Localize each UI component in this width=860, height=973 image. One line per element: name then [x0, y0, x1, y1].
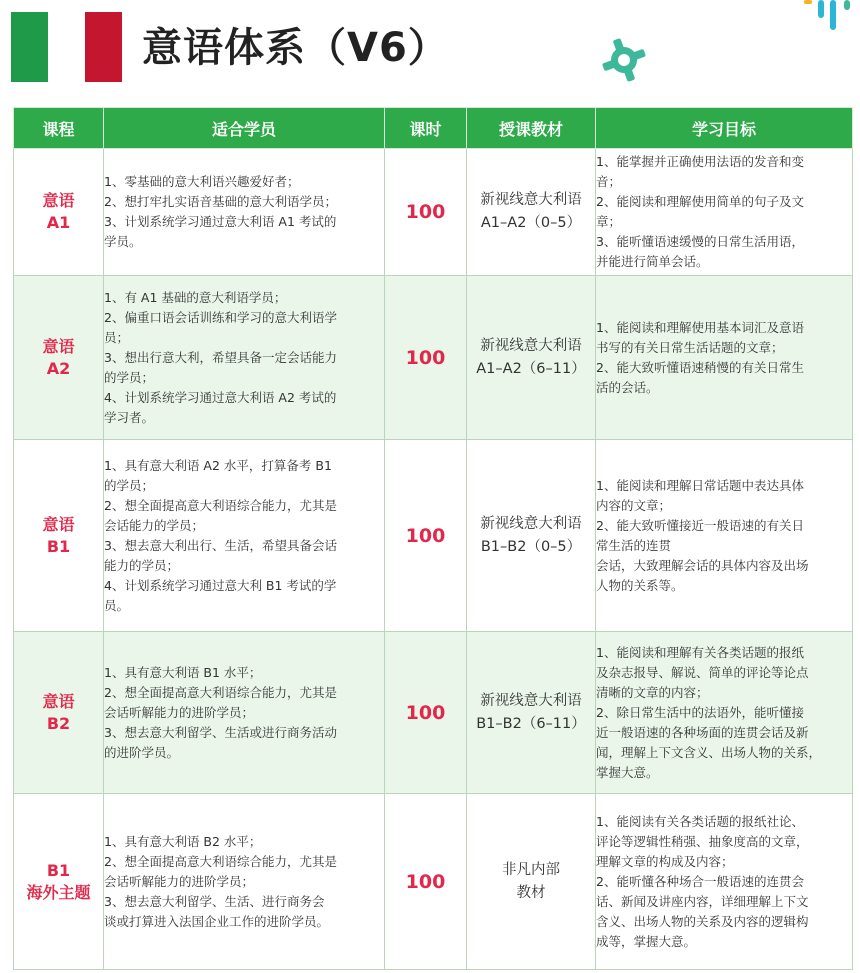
students-line: 2、想打牢扎实语音基础的意大利语学员； — [104, 194, 337, 209]
students-line: 的进阶学员。 — [104, 744, 180, 760]
students-line: 员； — [104, 329, 130, 345]
course-table — [13, 107, 853, 970]
goals-cell — [596, 794, 853, 970]
textbook-line: B1–B2（0–5） — [480, 538, 582, 555]
column-header-hours: 课时 — [385, 108, 467, 149]
goals-line: 1、能掌握并正确使用法语的发音和变 — [596, 154, 804, 169]
students-cell — [104, 149, 385, 276]
goals-line: 活的会话。 — [596, 379, 659, 395]
goals-line: 常生活的连贯 — [596, 537, 672, 553]
goals-line: 2、能阅读和理解使用简单的句子及文 — [596, 194, 804, 209]
goals-line: 书写的有关日常生活话题的文章； — [596, 339, 784, 355]
students-line: 1、具有意大利语 B2 水平； — [104, 833, 262, 849]
goals-line: 2、能大致听懂接近一般语速的有关日 — [596, 517, 804, 533]
course-name-line: B1 — [46, 860, 71, 880]
students-cell — [104, 794, 385, 970]
students-line: 1、具有意大利语 A2 水平，打算备考 B1 — [104, 457, 332, 473]
course-name-cell — [14, 794, 104, 970]
goals-line: 2、能大致听懂语速稍慢的有关日常生 — [596, 359, 804, 375]
course-level: A2 — [46, 358, 71, 378]
course-level: A1 — [46, 213, 71, 232]
goals-cell — [596, 632, 853, 794]
goals-line: 成等，掌握大意。 — [596, 933, 697, 949]
course-name-cell — [14, 149, 104, 276]
textbook-cell — [467, 794, 596, 970]
goals-line: 3、能听懂语速缓慢的日常生活用语， — [596, 234, 804, 249]
course-level: B2 — [46, 713, 71, 733]
goals-line: 2、除日常生活中的法语外，能听懂接 — [596, 704, 804, 720]
students-line: 会话能力的学员； — [104, 517, 205, 533]
course-level: 海外主题 — [26, 882, 91, 902]
students-line: 学习者。 — [104, 409, 155, 425]
course-name-line: 意语 — [42, 691, 75, 711]
textbook-cell — [467, 440, 596, 632]
students-line: 4、计划系统学习通过意大利语 A2 考试的 — [104, 389, 337, 405]
students-cell — [104, 632, 385, 794]
hours-value: 100 — [385, 794, 467, 970]
textbook-line: 教材 — [516, 884, 546, 901]
goals-line: 人物的关系等。 — [596, 577, 684, 593]
students-line: 3、想去意大利出行、生活，希望具备会话 — [104, 537, 337, 553]
goals-line: 评论等逻辑性稍强、抽象度高的文章， — [596, 833, 809, 849]
students-line: 会话听解能力的进阶学员； — [104, 704, 255, 720]
italian-flag-white-stripe — [48, 12, 85, 82]
goals-line: 话、新闻及讲座内容，详细理解上下文 — [596, 893, 809, 909]
goals-line: 理解文章的构成及内容； — [596, 853, 734, 869]
textbook-line: 新视线意大利语 — [480, 692, 582, 709]
goals-line: 及杂志报导、解说、简单的评论等论点 — [596, 664, 809, 680]
goals-line: 会话，大致理解会话的具体内容及出场 — [596, 557, 809, 573]
table-row-b1 — [14, 440, 853, 632]
textbook-line: A1–A2（6–11） — [476, 360, 586, 377]
table-row-b1-overseas — [14, 794, 853, 970]
goals-line: 闻，理解上下文含义、出场人物的关系， — [596, 744, 822, 760]
goals-line: 章； — [596, 214, 622, 229]
students-line: 谈或打算进入法国企业工作的进阶学员。 — [104, 913, 330, 929]
goals-cell — [596, 276, 853, 440]
course-name-line: 意语 — [42, 336, 75, 356]
goals-line: 清晰的文章的内容； — [596, 684, 709, 700]
students-line: 2、想全面提高意大利语综合能力，尤其是 — [104, 853, 337, 869]
students-line: 2、想全面提高意大利语综合能力，尤其是 — [104, 497, 337, 513]
goals-line: 1、能阅读和理解有关各类话题的报纸 — [596, 644, 804, 660]
course-name-cell — [14, 440, 104, 632]
hours-value: 100 — [385, 632, 467, 794]
students-line: 的学员； — [104, 369, 155, 385]
students-line: 2、偏重口语会话训练和学习的意大利语学 — [104, 309, 337, 325]
students-line: 2、想全面提高意大利语综合能力，尤其是 — [104, 684, 337, 700]
students-line: 3、想出行意大利，希望具备一定会话能力 — [104, 349, 337, 365]
column-header-goals: 学习目标 — [596, 108, 853, 149]
hours-value: 100 — [385, 276, 467, 440]
table-header-row — [14, 108, 853, 149]
textbook-line: 新视线意大利语 — [480, 515, 582, 532]
page-header — [0, 0, 860, 100]
hours-value: 100 — [385, 440, 467, 632]
textbook-cell — [467, 632, 596, 794]
goals-line: 1、能阅读和理解日常话题中表达具体 — [596, 477, 804, 493]
gear-icon — [600, 36, 648, 84]
students-line: 3、想去意大利留学、生活或进行商务活动 — [104, 724, 337, 740]
goals-cell — [596, 149, 853, 276]
students-line: 4、计划系统学习通过意大利 B1 考试的学 — [104, 577, 337, 593]
table-row-a1 — [14, 149, 853, 276]
students-line: 3、想去意大利留学、生活、进行商务会 — [104, 893, 325, 909]
textbook-cell — [467, 276, 596, 440]
column-header-students: 适合学员 — [104, 108, 385, 149]
course-name-line: 意语 — [42, 191, 75, 210]
students-line: 会话听解能力的进阶学员； — [104, 873, 255, 889]
textbook-line: B1–B2（6–11） — [476, 715, 586, 732]
textbook-line: A1–A2（0–5） — [480, 215, 582, 231]
students-cell — [104, 276, 385, 440]
goals-line: 2、能听懂各种场合一般语速的连贯会 — [596, 873, 804, 889]
goals-line: 音； — [596, 174, 622, 189]
textbook-cell — [467, 149, 596, 276]
students-line: 的学员； — [104, 477, 155, 493]
course-name-cell — [14, 632, 104, 794]
students-cell — [104, 440, 385, 632]
students-line: 学员。 — [104, 234, 142, 249]
goals-line: 含义、出场人物的关系及内容的逻辑构 — [596, 913, 809, 929]
course-name-cell — [14, 276, 104, 440]
page-title: 意语体系（V6） — [142, 25, 449, 71]
goals-line: 1、能阅读有关各类话题的报纸社论、 — [596, 813, 804, 829]
italian-flag-red-stripe — [85, 12, 122, 82]
goals-cell — [596, 440, 853, 632]
goals-line: 近一般语速的各种场面的连贯会话及新 — [596, 724, 809, 740]
table-row-a2 — [14, 276, 853, 440]
goals-line: 内容的文章； — [596, 497, 672, 513]
students-line: 能力的学员； — [104, 557, 180, 573]
table-row-b2 — [14, 632, 853, 794]
course-name-line: 意语 — [42, 514, 75, 534]
goals-line: 1、能阅读和理解使用基本词汇及意语 — [596, 319, 804, 335]
italian-flag-green-stripe — [11, 12, 48, 82]
goals-line: 掌握大意。 — [596, 764, 659, 780]
students-line: 1、有 A1 基础的意大利语学员； — [104, 289, 287, 305]
textbook-line: 新视线意大利语 — [480, 337, 582, 354]
column-header-course: 课程 — [14, 108, 104, 149]
students-line: 员。 — [104, 597, 130, 613]
textbook-line: 新视线意大利语 — [480, 192, 582, 208]
hours-value: 100 — [385, 149, 467, 276]
column-header-textbook: 授课教材 — [467, 108, 596, 149]
textbook-line: 非凡内部 — [502, 861, 560, 878]
goals-line: 并能进行简单会话。 — [596, 254, 709, 269]
students-line: 1、具有意大利语 B1 水平； — [104, 664, 262, 680]
decorative-bars-icon — [804, 0, 860, 32]
students-line: 1、零基础的意大利语兴趣爱好者； — [104, 174, 300, 189]
students-line: 3、计划系统学习通过意大利语 A1 考试的 — [104, 214, 337, 229]
course-level: B1 — [46, 536, 71, 556]
